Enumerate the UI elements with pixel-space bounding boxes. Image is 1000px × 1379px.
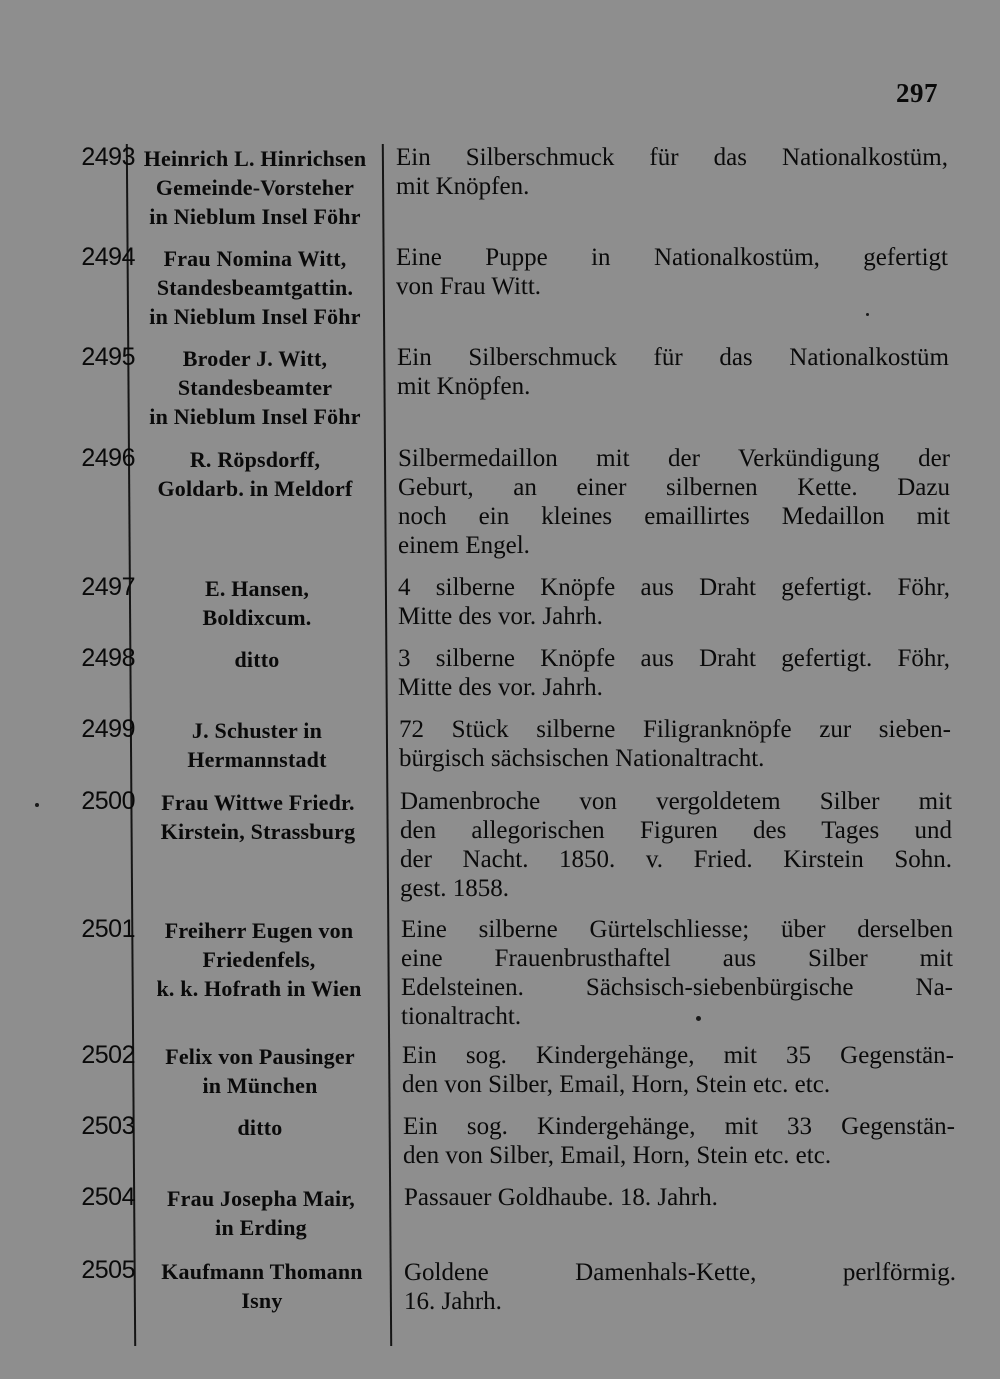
description-line: eine Frauenbrusthaftel aus Silber mit xyxy=(401,945,953,972)
entry-donor xyxy=(134,788,382,846)
entry-number: 2497 xyxy=(81,573,135,601)
entry-description xyxy=(403,1112,955,1170)
donor-line: ditto xyxy=(237,1115,283,1140)
description-line: mit Knöpfen. xyxy=(397,373,531,400)
entry-description xyxy=(398,573,950,631)
entry-donor xyxy=(138,1257,386,1315)
description-line: Damenbroche von vergoldetem Silber mit xyxy=(400,788,952,815)
donor-line: Frau Wittwe Friedr. xyxy=(161,790,355,815)
entry-donor xyxy=(131,144,379,231)
entry-description xyxy=(401,915,953,1031)
entry-donor xyxy=(131,445,379,503)
donor-line: in Erding xyxy=(215,1215,307,1240)
entry-description xyxy=(400,787,952,903)
donor-line: Goldarb. in Meldorf xyxy=(157,476,353,501)
entry-donor xyxy=(136,1113,384,1142)
description-line: den von Silber, Email, Horn, Stein etc. etc. xyxy=(403,1142,832,1169)
description-line: 3 silberne Knöpfe aus Draht gefertigt. Föhr, xyxy=(398,645,950,672)
entry-number: 2493 xyxy=(81,143,135,171)
description-line: Ein sog. Kindergehänge, mit 33 Gegenstän- xyxy=(403,1113,955,1140)
description-line: Goldene Damenhals-Kette, perlförmig. xyxy=(404,1259,956,1286)
description-line: noch ein kleines emaillirtes Medaillon mit xyxy=(398,503,950,530)
donor-line: R. Röpsdorff, xyxy=(189,447,321,472)
donor-line: Isny xyxy=(241,1288,283,1313)
donor-line: Boldixcum. xyxy=(202,605,312,630)
entry-description xyxy=(396,243,948,301)
description-line: tionaltracht. xyxy=(401,1003,522,1030)
entry-number: 2498 xyxy=(81,644,135,672)
donor-line: Freiherr Eugen von xyxy=(164,918,354,943)
donor-line: k. k. Hofrath in Wien xyxy=(156,976,362,1001)
entry-description xyxy=(396,143,948,201)
description-line: Eine Puppe in Nationalkostüm, gefertigt xyxy=(396,244,948,271)
description-line: Silbermedaillon mit der Verkündigung der xyxy=(398,445,950,472)
description-line: der Nacht. 1850. v. Fried. Kirstein Sohn. xyxy=(400,846,952,873)
donor-line: Friedenfels, xyxy=(202,947,316,972)
entry-number: 2494 xyxy=(81,243,135,271)
entry-description xyxy=(398,444,950,560)
donor-line: Heinrich L. Hinrichsen xyxy=(143,146,367,171)
donor-line: Gemeinde-Vorsteher xyxy=(155,175,355,200)
donor-line: Kaufmann Thomann xyxy=(161,1259,363,1284)
entry-number: 2502 xyxy=(81,1041,135,1069)
description-line: Ein sog. Kindergehänge, mit 35 Gegenstän- xyxy=(402,1042,954,1069)
donor-line: Hermannstadt xyxy=(187,747,327,772)
description-line: Eine silberne Gürtelschliesse; über derselben xyxy=(401,916,953,943)
description-line: den allegorischen Figuren des Tages und xyxy=(400,817,952,844)
entry-number: 2495 xyxy=(81,343,135,371)
entry-donor xyxy=(133,645,381,674)
description-line: bürgisch sächsischen Nationaltracht. xyxy=(399,745,765,772)
entry-donor xyxy=(133,716,381,774)
description-line: den von Silber, Email, Horn, Stein etc. etc. xyxy=(402,1071,831,1098)
description-line: gest. 1858. xyxy=(400,875,510,902)
donor-line: Kirstein, Strassburg xyxy=(160,819,356,844)
description-line: Mitte des vor. Jahrh. xyxy=(398,674,603,701)
donor-line: in Nieblum Insel Föhr xyxy=(149,304,361,329)
description-line: mit Knöpfen. xyxy=(396,173,530,200)
entry-description xyxy=(404,1258,956,1316)
entry-description xyxy=(398,644,950,702)
donor-line: Frau Nomina Witt, xyxy=(163,246,347,271)
page-number: 297 xyxy=(896,78,938,108)
entry-donor xyxy=(136,1042,384,1100)
entry-donor xyxy=(137,1184,385,1242)
donor-line: J. Schuster in xyxy=(191,718,323,743)
entry-description xyxy=(397,343,949,401)
entry-number: 2496 xyxy=(81,444,135,472)
donor-line: in München xyxy=(202,1073,318,1098)
entry-number: 2500 xyxy=(81,787,135,815)
entry-description xyxy=(399,715,951,773)
donor-line: Felix von Pausinger xyxy=(165,1044,355,1069)
description-line: Ein Silberschmuck für das Nationalkostüm, xyxy=(396,144,948,171)
entry-number: 2501 xyxy=(81,915,135,943)
description-line: Geburt, an einer silbernen Kette. Dazu xyxy=(398,474,950,501)
scan-speck xyxy=(866,313,869,316)
donor-line: E. Hansen, xyxy=(204,576,310,601)
donor-line: in Nieblum Insel Föhr xyxy=(149,204,361,229)
description-line: Ein Silberschmuck für das Nationalkostüm xyxy=(397,344,949,371)
description-line: einem Engel. xyxy=(398,532,530,559)
entry-number: 2503 xyxy=(81,1112,135,1140)
description-line: Mitte des vor. Jahrh. xyxy=(398,603,603,630)
donor-line: in Nieblum Insel Föhr xyxy=(149,404,361,429)
entry-donor xyxy=(135,916,383,1003)
donor-line: Standesbeamter xyxy=(177,375,333,400)
entry-number: 2504 xyxy=(81,1183,135,1211)
description-line: Edelsteinen. Sächsisch-siebenbürgische Na- xyxy=(401,974,953,1001)
entry-description xyxy=(402,1041,954,1099)
entry-donor xyxy=(131,344,379,431)
donor-line: Standesbeamtgattin. xyxy=(156,275,354,300)
entry-donor xyxy=(131,244,379,331)
donor-line: Frau Josepha Mair, xyxy=(167,1186,355,1211)
description-line: 4 silberne Knöpfe aus Draht gefertigt. Föhr, xyxy=(398,574,950,601)
donor-line: ditto xyxy=(234,647,280,672)
donor-line: Broder J. Witt, xyxy=(182,346,328,371)
description-line: 72 Stück silberne Filigranknöpfe zur sieben- xyxy=(399,716,951,743)
entry-number: 2505 xyxy=(81,1256,135,1284)
description-line: Passauer Goldhaube. 18. Jahrh. xyxy=(404,1184,718,1211)
entry-donor xyxy=(133,574,381,632)
description-line: von Frau Witt. xyxy=(396,273,542,300)
column-divider-right xyxy=(382,144,392,1346)
entry-description xyxy=(404,1183,956,1212)
entry-number: 2499 xyxy=(81,715,135,743)
description-line: 16. Jahrh. xyxy=(404,1288,502,1315)
